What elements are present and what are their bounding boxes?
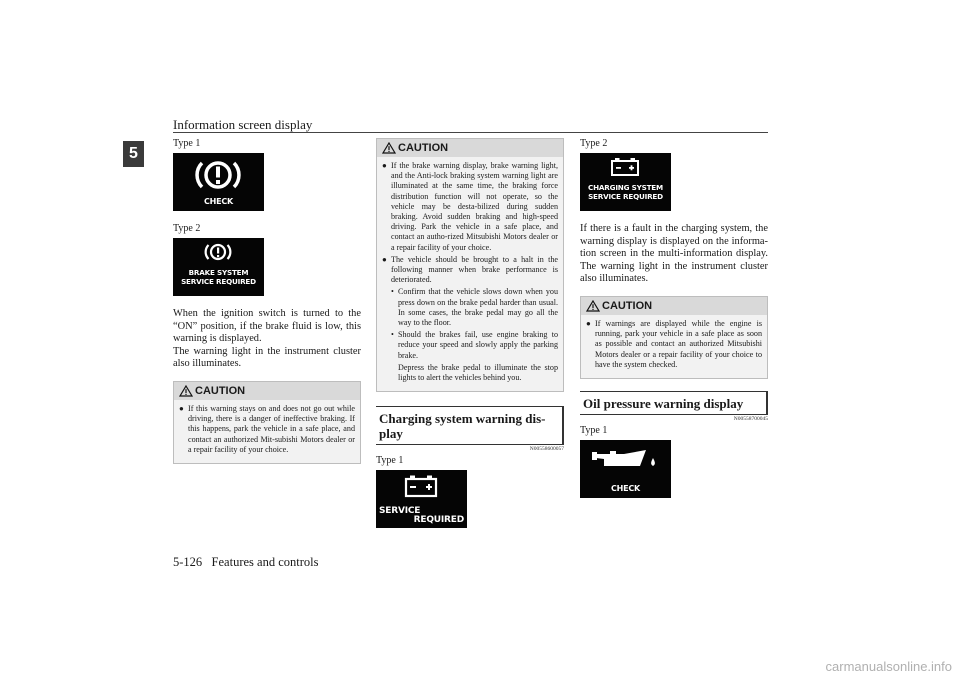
page-header-title: Information screen display — [173, 117, 313, 132]
column-2 — [376, 138, 564, 534]
section-heading — [376, 406, 564, 445]
screen-line-1: SERVICE — [379, 506, 421, 517]
screen-line-1: BRAKE SYSTEM — [188, 268, 249, 277]
warning-triangle-icon — [382, 142, 396, 154]
screen-line-1: CHARGING SYSTEM — [588, 183, 663, 192]
caution-bullet: ● If the brake warning display, brake warning light, and the Anti-lock braking system warning light are illuminated at the same time, the braking force distribution function will not operate, so the vehicle may be desta-bilized during sudden braking. Avoid sudden braking and high-speed driving. Park the vehicle in a safe place, and contact an autho-rized Mitsubishi Motors dealer or a repair facility of your choice. — [382, 161, 558, 252]
chapter-tab: 5 — [123, 141, 144, 167]
caution-subbullet: • Confirm that the vehicle slows down when you press down on the brake pedal harder than usual. In some cases, the brake pedal may go all the way to the floor. — [391, 287, 558, 328]
caution-title: CAUTION — [398, 142, 449, 154]
brake-warning-icon — [193, 156, 243, 194]
screen-check-text: CHECK — [610, 483, 641, 493]
caution-box — [376, 138, 564, 392]
brake-warning-screen-type1 — [173, 153, 264, 211]
section-title: Charging system warning dis-play — [379, 411, 546, 442]
caution-title: CAUTION — [195, 384, 246, 397]
screen-line-2: SERVICE REQUIRED — [181, 277, 256, 286]
brake-warning-screen-type2 — [173, 238, 264, 296]
type-1-label: Type 1 — [376, 455, 404, 467]
page-number: 5-126 — [173, 555, 203, 569]
battery-icon — [610, 157, 640, 177]
charging-warning-screen-type1 — [376, 470, 467, 528]
caution-bullet: ● If warnings are displayed while the engine is running, park your vehicle in a safe place as soon as possible and contact an authorized Mitsubishi Motors dealer or a repair facility of your choice to have the system checked. — [586, 318, 762, 369]
column-1 — [173, 138, 361, 464]
charging-fault-paragraph: If there is a fault in the charging system, the warning display is displayed on the informa-tion screen in the multi-information display. The warning light in the instrument cluster also illuminates. — [580, 223, 768, 285]
type-2-label: Type 2 — [580, 138, 608, 149]
watermark: carmanualsonline.info — [825, 659, 952, 674]
header-rule — [173, 132, 768, 133]
caution-box — [580, 296, 768, 379]
page-footer — [173, 555, 318, 570]
type-2-label: Type 2 — [173, 223, 201, 234]
battery-icon — [404, 474, 438, 498]
caution-subbullet-continuation: Depress the brake pedal to illuminate the stop lights to alert the vehicles behind you. — [398, 362, 558, 383]
section-title: Oil pressure warning display — [583, 395, 744, 411]
section-heading — [580, 391, 768, 415]
warning-light-paragraph: The warning light in the instrument cluster also illuminates. — [173, 345, 361, 370]
caution-bullet: ● If this warning stays on and does not go out while driving, there is a danger of ineffective braking. If this happens, park the vehicle in a safe place, and contact an authorized Mit-subishi Motors dealer or a repair facility of your choice. — [179, 403, 355, 454]
caution-bullet: ● The vehicle should be brought to a halt in the following manner when brake performance is deteriorated. — [382, 254, 558, 285]
brake-warning-icon — [203, 241, 233, 263]
screen-line-2: SERVICE REQUIRED — [588, 192, 663, 201]
warning-triangle-icon — [179, 385, 193, 397]
caution-title: CAUTION — [602, 299, 653, 312]
footer-section: Features and controls — [211, 555, 319, 569]
oil-pressure-warning-screen-type1 — [580, 440, 671, 498]
type-1-label: Type 1 — [173, 138, 201, 149]
caution-header — [581, 297, 767, 315]
caution-subbullet: • Should the brakes fail, use engine braking to reduce your speed and slowly apply the parking brake. — [391, 330, 558, 360]
type-1-label: Type 1 — [580, 424, 608, 436]
caution-box — [173, 381, 361, 464]
column-3 — [580, 138, 768, 504]
caution-header — [377, 139, 563, 157]
warning-triangle-icon — [586, 300, 600, 312]
screen-check-text: CHECK — [203, 197, 234, 206]
brake-fluid-paragraph: When the ignition switch is turned to the “ON” position, if the brake fluid is low, this warning is displayed. — [173, 308, 361, 345]
oil-can-icon — [590, 444, 662, 478]
section-code: N00558600057 — [529, 446, 564, 453]
charging-warning-screen-type2 — [580, 153, 671, 211]
caution-header — [174, 382, 360, 400]
screen-line-2: REQUIRED — [413, 515, 464, 526]
section-code: N00558700045 — [733, 415, 768, 422]
